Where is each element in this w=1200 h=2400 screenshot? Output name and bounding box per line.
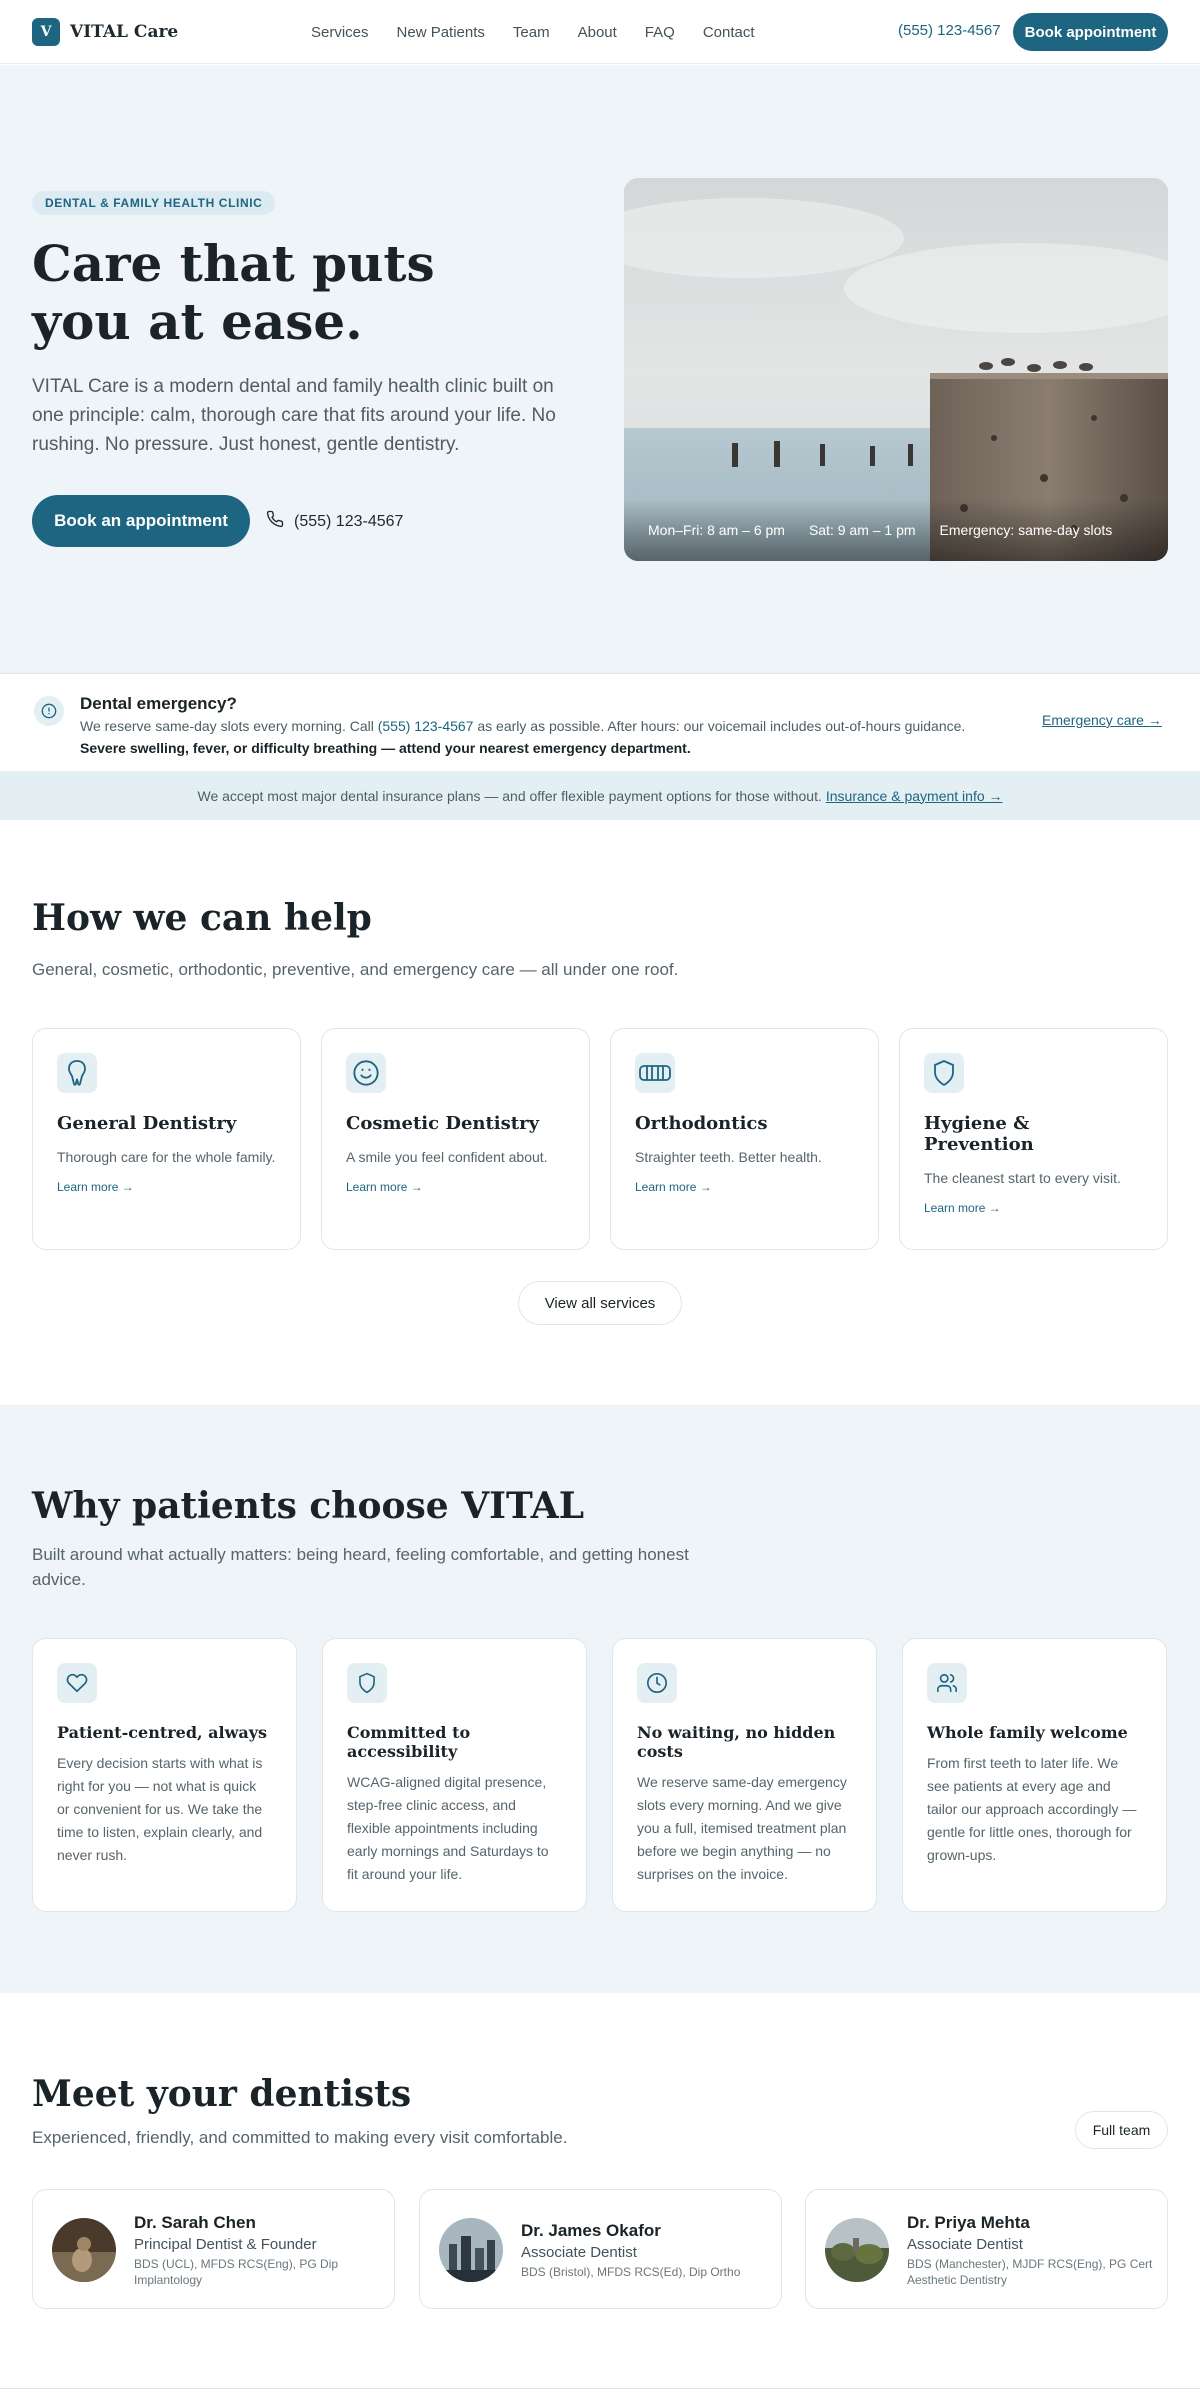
hours-saturday: Sat: 9 am – 1 pm [808, 522, 916, 538]
service-title: Orthodontics [635, 1113, 768, 1134]
service-desc: A smile you feel confident about. [346, 1149, 548, 1165]
hero-phone-number: (555) 123-4567 [294, 512, 404, 530]
why-card-title: Committed to accessibility [347, 1723, 471, 1761]
hero-badge: DENTAL & FAMILY HEALTH CLINIC [32, 191, 275, 215]
nav-link-team[interactable]: Team [512, 23, 550, 41]
doctor-card-priya-mehta[interactable] [805, 2189, 1168, 2309]
nav-link-services[interactable]: Services [311, 23, 369, 41]
service-card-general[interactable] [32, 1028, 301, 1250]
hero-hours-bar [624, 499, 1168, 561]
shield-icon [924, 1053, 964, 1093]
doctor-role: Associate Dentist [907, 2235, 1023, 2253]
tooth-icon [57, 1053, 97, 1093]
doctor-credentials: BDS (Manchester), MJDF RCS(Eng), PG Cert Aesthetic Dentistry [907, 2256, 1153, 2287]
services-subtitle: General, cosmetic, orthodontic, preventive, and emergency care — all under one roof. [32, 960, 679, 979]
heart-icon [57, 1663, 97, 1703]
insurance-banner [0, 771, 1200, 820]
hero-phone-link[interactable] [266, 510, 403, 533]
view-all-services-button[interactable]: View all services [518, 1281, 682, 1325]
hero-title: Care that puts you at ease. [32, 234, 435, 351]
emergency-banner [0, 673, 1200, 771]
why-title: Why patients choose VITAL [32, 1485, 585, 1527]
full-team-button[interactable]: Full team [1075, 2111, 1168, 2149]
services-title: How we can help [32, 897, 372, 939]
hero-section [0, 65, 1200, 673]
doctor-credentials: BDS (Bristol), MFDS RCS(Ed), Dip Ortho [521, 2264, 741, 2279]
doctor-card-james-okafor[interactable] [419, 2189, 782, 2309]
insurance-text: We accept most major dental insurance plans — and offer flexible payment options for those without. [197, 787, 822, 804]
nav-link-about[interactable]: About [577, 23, 617, 41]
learn-more-link[interactable]: Learn more → [924, 1201, 1001, 1215]
emergency-title: Dental emergency? [80, 694, 237, 713]
hero-image [624, 178, 1168, 561]
learn-more-link[interactable]: Learn more → [57, 1180, 134, 1194]
doctor-name: Dr. Sarah Chen [134, 2212, 256, 2232]
book-appointment-button[interactable]: Book appointment [1013, 13, 1168, 51]
braces-icon [635, 1053, 675, 1093]
why-card-desc: From first teeth to later life. We see patients at every age and tailor our approach accordingly — gentle for little ones, thorough for grown-ups. [927, 1755, 1137, 1863]
nav-phone-link[interactable]: (555) 123-4567 [898, 22, 1001, 39]
doctor-role: Principal Dentist & Founder [134, 2235, 317, 2253]
service-title: Cosmetic Dentistry [346, 1113, 540, 1134]
doctor-credentials: BDS (UCL), MFDS RCS(Eng), PG Dip Implantology [134, 2256, 339, 2287]
emergency-phone-link[interactable]: (555) 123-4567 [377, 718, 474, 734]
why-subtitle: Built around what actually matters: being heard, feeling comfortable, and getting honest advice. [32, 1545, 689, 1589]
hero-book-button[interactable]: Book an appointment [32, 495, 250, 547]
emergency-text-part: We reserve same-day slots every morning. Call [80, 718, 378, 734]
service-card-orthodontics[interactable] [610, 1028, 879, 1250]
doctor-info [521, 2190, 771, 2310]
clock-icon [637, 1663, 677, 1703]
doctor-card-sarah-chen[interactable] [32, 2189, 395, 2309]
why-section [0, 1405, 1200, 1993]
nav-link-contact[interactable]: Contact [702, 23, 755, 41]
insurance-link[interactable]: Insurance & payment info → [825, 787, 1003, 804]
service-desc: Thorough care for the whole family. [57, 1149, 276, 1165]
avatar [825, 2218, 889, 2282]
emergency-text-part: as early as possible. After hours: our voicemail includes out-of-hours guidance. [473, 718, 966, 734]
hours-weekday: Mon–Fri: 8 am – 6 pm [648, 522, 785, 538]
avatar [439, 2218, 503, 2282]
top-nav [0, 0, 1200, 64]
logo-mark: V [32, 18, 60, 46]
learn-more-link[interactable]: Learn more → [635, 1180, 712, 1194]
service-desc: The cleanest start to every visit. [924, 1170, 1121, 1186]
service-card-cosmetic[interactable] [321, 1028, 590, 1250]
doctor-name: Dr. Priya Mehta [907, 2212, 1030, 2232]
phone-icon [266, 510, 284, 533]
hero-subtitle: VITAL Care is a modern dental and family health clinic built on one principle: calm, thorough care that fits around your life. No rushing. No pressure. Just honest, gentle dentistry. [32, 376, 556, 455]
team-subtitle: Experienced, friendly, and committed to making every visit comfortable. [32, 2128, 568, 2147]
team-title: Meet your dentists [32, 2073, 412, 2115]
emergency-warning: Severe swelling, fever, or difficulty breathing — attend your nearest emergency department. [80, 740, 691, 756]
nav-link-faq[interactable]: FAQ [644, 23, 675, 41]
service-title: Hygiene & Prevention [924, 1113, 1034, 1155]
service-desc: Straighter teeth. Better health. [635, 1149, 822, 1165]
people-icon [927, 1663, 967, 1703]
doctor-info [134, 2190, 384, 2310]
footer-divider [0, 2388, 1200, 2389]
shield-icon [347, 1663, 387, 1703]
doctor-name: Dr. James Okafor [521, 2220, 661, 2240]
service-title: General Dentistry [57, 1113, 237, 1134]
doctor-role: Associate Dentist [521, 2243, 637, 2261]
smile-icon [346, 1053, 386, 1093]
why-card-desc: Every decision starts with what is right for you — not what is quick or convenient for us. We take the time to listen, explain clearly, and never rush. [57, 1755, 263, 1863]
why-card-desc: WCAG-aligned digital presence, step-free clinic access, and flexible appointments including early mornings and Saturdays to fit around your life. [347, 1774, 549, 1882]
logo-link[interactable] [32, 18, 178, 46]
why-card-patient-centred [32, 1638, 297, 1912]
service-card-hygiene[interactable] [899, 1028, 1168, 1250]
info-icon [34, 696, 64, 726]
emergency-care-link[interactable]: Emergency care → [1042, 712, 1162, 728]
why-card-family [902, 1638, 1167, 1912]
why-card-title: Patient-centred, always [57, 1723, 268, 1742]
emergency-text [80, 715, 980, 759]
hours-emergency: Emergency: same-day slots [939, 522, 1113, 538]
nav-links [311, 0, 755, 64]
why-card-accessibility [322, 1638, 587, 1912]
avatar [52, 2218, 116, 2282]
why-card-no-waiting [612, 1638, 877, 1912]
why-card-title: Whole family welcome [927, 1723, 1128, 1742]
learn-more-link[interactable]: Learn more → [346, 1180, 423, 1194]
why-card-title: No waiting, no hidden costs [637, 1723, 836, 1761]
why-card-desc: We reserve same-day emergency slots every morning. And we give you a full, itemised treatment plan before we begin anything — no surprises on the invoice. [637, 1774, 847, 1882]
nav-link-new-patients[interactable]: New Patients [396, 23, 485, 41]
brand-name: VITAL Care [70, 21, 179, 42]
doctor-info [907, 2190, 1157, 2310]
